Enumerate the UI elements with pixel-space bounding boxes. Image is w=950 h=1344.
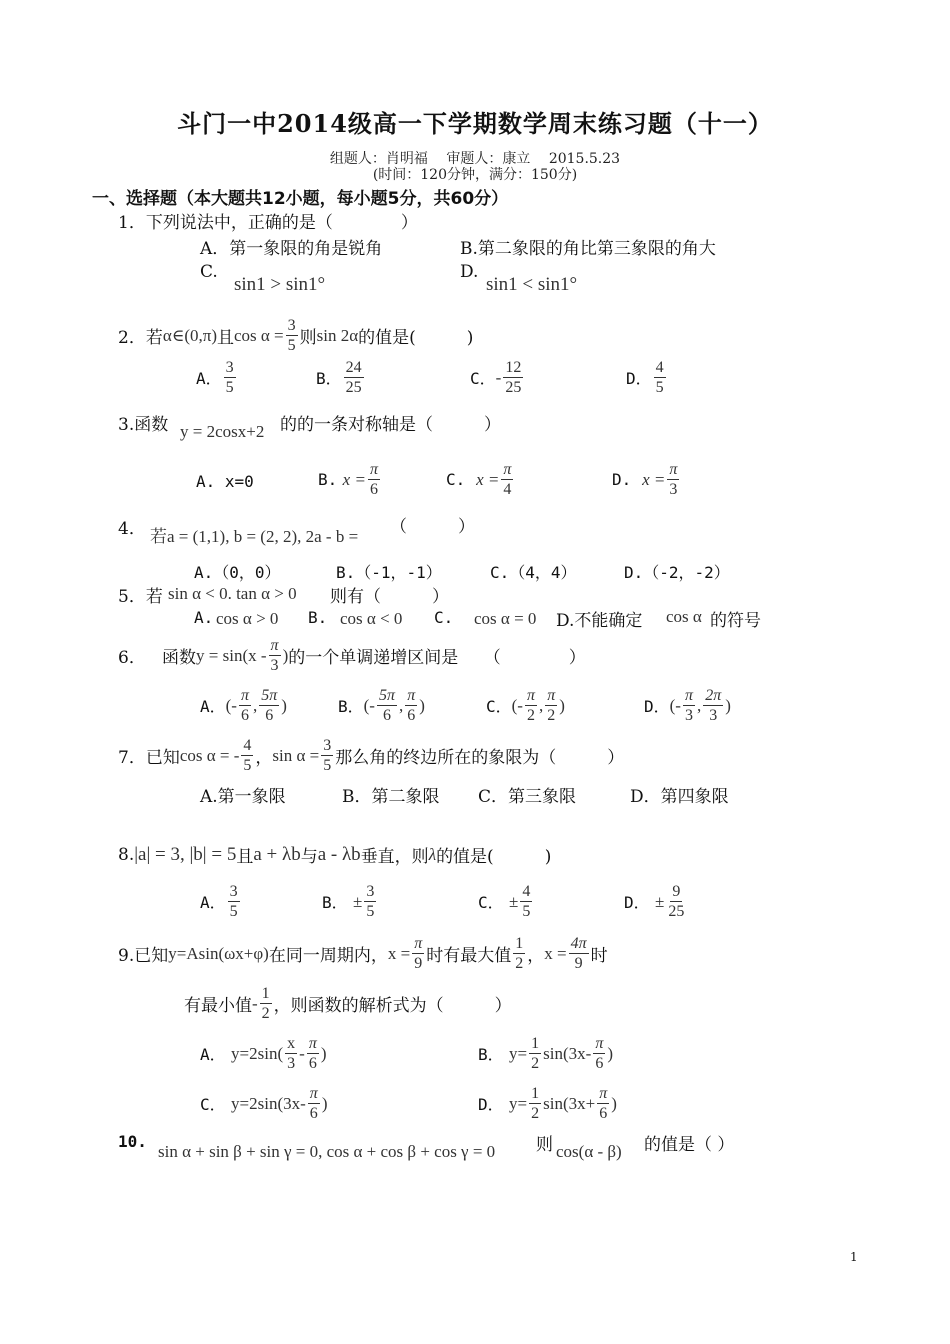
question-4-option-c: C.（4，4） bbox=[490, 563, 577, 582]
time-line: (时间：120分钟，满分：150分) bbox=[372, 167, 578, 183]
question-5-option-b-label: B. bbox=[308, 608, 328, 627]
question-7-option-b: B．第二象限 bbox=[342, 787, 440, 807]
question-6-stem: 6． 函数 y = sin(x - $\frac{\pi}{3}$ ) 的一个单调递增区间是 （ ） bbox=[118, 637, 586, 674]
question-5-option-b-expr: cos α < 0 bbox=[340, 609, 403, 628]
question-1-option-c-expr: sin1 > sin1° bbox=[234, 274, 326, 295]
question-8-option-b: B． ± $\frac{3}{5}$ bbox=[322, 883, 375, 920]
question-5-option-a-expr: cos α > 0 bbox=[216, 609, 279, 628]
question-9-option-b: B． y= $\frac{1}{2}$ sin(3x- $\frac{\pi}{6}$ ) bbox=[478, 1035, 613, 1072]
question-4-number: 4． bbox=[118, 519, 146, 539]
question-5-lead: 5．若 bbox=[118, 587, 163, 607]
section-heading: 一、选择题（本大题共12小题，每小题5分，共60分） bbox=[92, 189, 509, 209]
question-8-stem: 8. |a| = 3, |b| = 5 且 a + λb 与 a - λb 垂直，则 λ 的值是( ) bbox=[118, 843, 552, 867]
question-5-expr: sin α < 0. tan α > 0 bbox=[168, 584, 297, 603]
question-9-stem-line2: 有最小值 - $\frac{1}{2}$ ，则函数的解析式为（ ） bbox=[184, 985, 512, 1022]
question-9-stem: 9.已知 y=Asin(ωx+φ) 在同一周期内， x = $\frac{\pi}{9}$ 时有最大值 $\frac{1}{2}$ ， x = $\frac{4\pi}{9}$ 时 bbox=[118, 935, 608, 972]
question-2-option-b: B． $\frac{24}{25}$ bbox=[316, 359, 362, 396]
question-1-option-b: B.第二象限的角比第三象限的角大 bbox=[460, 239, 716, 259]
question-6-option-c: C． (- $\frac{\pi}{2}$ , $\frac{\pi}{2}$ ) bbox=[486, 687, 565, 724]
fraction: $\frac{3}{5}$ bbox=[287, 317, 296, 354]
question-9-option-c: C． y=2sin(3x- $\frac{\pi}{6}$ ) bbox=[200, 1085, 328, 1122]
question-8-option-d: D． ± $\frac{9}{25}$ bbox=[624, 883, 685, 920]
question-10-expr2: cos(α - β) bbox=[556, 1142, 622, 1161]
question-1-option-a: A．第一象限的角是锐角 bbox=[200, 239, 383, 259]
page-number: 1 bbox=[850, 1250, 858, 1264]
question-3-option-b: B. x = $\frac{\pi}{6}$ bbox=[318, 461, 378, 498]
question-10-expr: sin α + sin β + sin γ = 0, cos α + cos β + cos γ = 0 bbox=[158, 1142, 496, 1161]
author-line: 组题人：肖明福 审题人：康立 2015.5.23 bbox=[329, 151, 621, 167]
question-3-lead: 3.函数 bbox=[118, 415, 169, 435]
question-8-option-c: C． ± $\frac{4}{5}$ bbox=[478, 883, 531, 920]
question-1-option-d-expr: sin1 < sin1° bbox=[486, 274, 578, 295]
question-5-option-c-label: C. bbox=[434, 608, 454, 627]
question-4-blank: （ ） bbox=[390, 517, 475, 537]
question-5-option-d-expr: cos α bbox=[666, 607, 702, 626]
question-5-option-d-tail: 的符号 bbox=[710, 611, 761, 631]
question-1-option-d-label: D. bbox=[460, 262, 479, 282]
question-3-option-c: C. x = $\frac{\pi}{4}$ bbox=[446, 461, 512, 498]
question-5-option-c-expr: cos α = 0 bbox=[474, 609, 537, 628]
question-5-option-a-label: A. bbox=[194, 608, 214, 627]
question-4-option-b: B.（-1，-1） bbox=[336, 563, 442, 582]
question-4-expr: 若a = (1,1), b = (2, 2), 2a - b = bbox=[150, 527, 359, 546]
question-5-option-d-label: D.不能确定 bbox=[556, 611, 643, 631]
question-7-option-d: D．第四象限 bbox=[630, 787, 729, 807]
question-4-option-d: D.（-2，-2） bbox=[624, 563, 730, 582]
question-9-option-a: A． y=2sin( $\frac{x}{3}$ - $\frac{\pi}{6}$ ) bbox=[200, 1035, 327, 1072]
question-3-expr: y = 2cosx+2 bbox=[180, 422, 265, 441]
question-7-option-c: C．第三象限 bbox=[478, 787, 577, 807]
question-7-stem: 7．已知 cos α = - $\frac{4}{5}$ ， sin α = $\frac{3}{5}$ 那么角的终边所在的象限为（ ） bbox=[118, 737, 625, 774]
question-7-option-a: A.第一象限 bbox=[200, 787, 286, 807]
question-4-option-a: A.（0，0） bbox=[194, 563, 281, 582]
question-10-then: 则 bbox=[536, 1135, 553, 1155]
question-6-option-b: B． (- $\frac{5\pi}{6}$ , $\frac{\pi}{6}$ ) bbox=[338, 687, 425, 724]
question-1-option-c-label: C. bbox=[200, 262, 218, 282]
question-3-option-a: A. x=0 bbox=[196, 472, 254, 491]
question-6-option-a: A． (- $\frac{\pi}{6}$ , $\frac{5\pi}{6}$ ) bbox=[200, 687, 287, 724]
question-6-option-d: D． (- $\frac{\pi}{3}$ , $\frac{2\pi}{3}$ ) bbox=[644, 687, 731, 724]
question-5-tail: 则有（ ） bbox=[330, 587, 449, 607]
question-10-number: 10. bbox=[118, 1132, 147, 1151]
question-3-option-d: D. x = $\frac{\pi}{3}$ bbox=[612, 461, 678, 498]
question-3-tail: 的的一条对称轴是（ ） bbox=[280, 415, 501, 435]
question-2-option-d: D． $\frac{4}{5}$ bbox=[626, 359, 664, 396]
question-9-option-d: D． y= $\frac{1}{2}$ sin(3x+ $\frac{\pi}{6}$ ) bbox=[478, 1085, 617, 1122]
question-2-option-c: C． - $\frac{12}{25}$ bbox=[470, 359, 522, 396]
question-2-option-a: A． $\frac{3}{5}$ bbox=[196, 359, 234, 396]
question-10-tail: 的值是（ ） bbox=[644, 1135, 735, 1155]
page-title: 斗门一中2014级高一下学期数学周末练习题（十一） bbox=[177, 109, 773, 138]
question-8-option-a: A． $\frac{3}{5}$ bbox=[200, 883, 238, 920]
question-1-stem: 1．下列说法中，正确的是（ ） bbox=[118, 213, 418, 233]
question-2-stem: 2． 若 α∈(0,π) 且 cos α = $\frac{3}{5}$ 则 sin 2α 的值是( ) bbox=[118, 317, 474, 354]
